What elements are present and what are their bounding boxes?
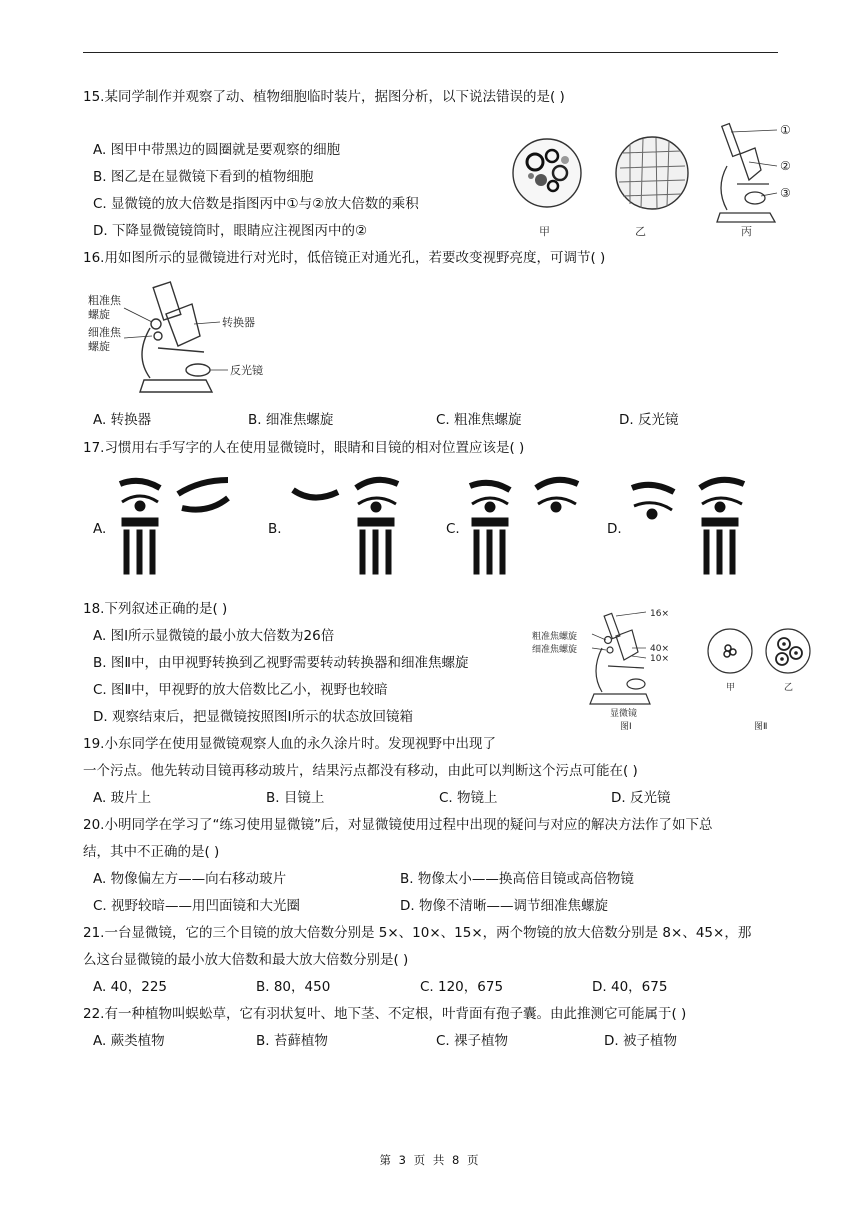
label-yi: 乙 bbox=[635, 225, 646, 238]
label-fig2: 图Ⅱ bbox=[754, 722, 768, 732]
microscope-with-markers bbox=[717, 124, 777, 222]
q21-option-b: B. 80，450 bbox=[256, 979, 331, 995]
label-fine: 细准焦螺旋 bbox=[532, 645, 578, 655]
label-fig1: 图Ⅰ bbox=[620, 722, 632, 732]
q15-option-d: D. 下降显微镜镜筒时，眼睛应注视图丙中的② bbox=[93, 223, 368, 239]
q22-stem: 22.有一种植物叫蜈蚣草，它有羽状复叶、地下茎、不定根，叶背面有孢子囊。由此推测它可能属于( ) bbox=[83, 1006, 687, 1022]
q21-option-d: D. 40，675 bbox=[592, 979, 668, 995]
q18-option-b: B. 图Ⅱ中，由甲视野转换到乙视野需要转动转换器和细准焦螺旋 bbox=[93, 655, 469, 671]
q15-option-c: C. 显微镜的放大倍数是指图丙中①与②放大倍数的乘积 bbox=[93, 196, 419, 212]
q21-stem-line2: 么这台显微镜的最小放大倍数和最大放大倍数分别是( ) bbox=[83, 952, 409, 968]
label-mirror: 反光镜 bbox=[230, 364, 263, 377]
q15-option-a: A. 图甲中带黑边的圆圈就是要观察的细胞 bbox=[93, 142, 341, 158]
label-jia: 甲 bbox=[726, 683, 736, 693]
page-footer: 第 3 页 共 8 页 bbox=[379, 1153, 481, 1167]
q22-option-b: B. 苔藓植物 bbox=[256, 1033, 328, 1049]
plant-cell-view bbox=[616, 137, 688, 209]
q18-figure bbox=[532, 608, 822, 736]
q19-option-b: B. 目镜上 bbox=[266, 790, 325, 806]
q20-option-c: C. 视野较暗——用凹面镜和大光圈 bbox=[93, 898, 301, 914]
q18-option-c: C. 图Ⅱ中，甲视野的放大倍数比乙小，视野也较暗 bbox=[93, 682, 388, 698]
q15-stem: 15.某同学制作并观察了动、植物细胞临时装片，据图分析，以下说法错误的是( ) bbox=[83, 89, 565, 105]
q21-option-a: A. 40，225 bbox=[93, 979, 168, 995]
q22-option-a: A. 蕨类植物 bbox=[93, 1033, 165, 1049]
q17-figure bbox=[108, 474, 768, 584]
option-b-eyes-eyepiece bbox=[293, 480, 398, 574]
label-jia: 甲 bbox=[539, 225, 550, 238]
label-yi: 乙 bbox=[784, 683, 794, 693]
marker-2: ② bbox=[780, 159, 791, 173]
label-fine-2: 螺旋 bbox=[88, 340, 110, 353]
q19-option-c: C. 物镜上 bbox=[439, 790, 498, 806]
q19-stem-line1: 19.小东同学在使用显微镜观察人血的永久涂片时。发现视野中出现了 bbox=[83, 736, 496, 752]
q16-option-a: A. 转换器 bbox=[93, 412, 152, 428]
q20-option-b: B. 物像太小——换高倍目镜或高倍物镜 bbox=[400, 871, 634, 887]
q17-option-b: B. bbox=[268, 521, 282, 537]
q22-option-d: D. 被子植物 bbox=[604, 1033, 677, 1049]
q16-figure bbox=[88, 278, 268, 400]
label-coarse: 粗准焦螺旋 bbox=[532, 632, 578, 642]
option-d-eyes-eyepiece bbox=[632, 480, 744, 574]
q16-option-d: D. 反光镜 bbox=[619, 412, 679, 428]
q19-stem-line2: 一个污点。他先转动目镜再移动玻片，结果污点都没有移动，由此可以判断这个污点可能在( ) bbox=[83, 763, 638, 779]
q17-option-a: A. bbox=[93, 521, 107, 537]
q18-stem: 18.下列叙述正确的是( ) bbox=[83, 601, 228, 617]
q17-option-c: C. bbox=[446, 521, 460, 537]
figure-2-views bbox=[708, 629, 810, 673]
marker-1: ① bbox=[780, 123, 791, 137]
q16-stem: 16.用如图所示的显微镜进行对光时，低倍镜正对通光孔，若要改变视野亮度，可调节( ) bbox=[83, 250, 606, 266]
label-40x: 40× bbox=[650, 644, 669, 654]
q20-stem-line1: 20.小明同学在学习了“练习使用显微镜”后，对显微镜使用过程中出现的疑问与对应的解决方法作了如下总 bbox=[83, 817, 713, 833]
animal-cell-view bbox=[513, 139, 581, 207]
q18-option-d: D. 观察结束后，把显微镜按照图Ⅰ所示的状态放回镜箱 bbox=[93, 709, 413, 725]
q19-option-a: A. 玻片上 bbox=[93, 790, 152, 806]
label-coarse-2: 螺旋 bbox=[88, 308, 110, 321]
label-16x: 16× bbox=[650, 609, 669, 619]
header-rule bbox=[83, 52, 778, 53]
figure-1-microscope bbox=[590, 612, 650, 704]
q19-option-d: D. 反光镜 bbox=[611, 790, 671, 806]
label-scope: 显微镜 bbox=[610, 709, 638, 719]
q22-option-c: C. 裸子植物 bbox=[436, 1033, 509, 1049]
option-c-eyes-eyepiece bbox=[470, 480, 578, 574]
q17-option-d: D. bbox=[607, 521, 622, 537]
q21-option-c: C. 120，675 bbox=[420, 979, 504, 995]
label-fine-1: 细准焦 bbox=[88, 326, 121, 339]
q15-figure bbox=[505, 118, 825, 242]
q15-option-b: B. 图乙是在显微镜下看到的植物细胞 bbox=[93, 169, 314, 185]
label-10x: 10× bbox=[650, 654, 669, 664]
label-coarse-1: 粗准焦 bbox=[88, 294, 121, 307]
q17-stem: 17.习惯用右手写字的人在使用显微镜时，眼睛和目镜的相对位置应该是( ) bbox=[83, 440, 525, 456]
label-bing: 丙 bbox=[741, 225, 752, 238]
q20-option-d: D. 物像不清晰——调节细准焦螺旋 bbox=[400, 898, 608, 914]
label-converter: 转换器 bbox=[222, 316, 255, 329]
q16-option-b: B. 细准焦螺旋 bbox=[248, 412, 334, 428]
q16-option-c: C. 粗准焦螺旋 bbox=[436, 412, 522, 428]
marker-3: ③ bbox=[780, 186, 791, 200]
q18-option-a: A. 图Ⅰ所示显微镜的最小放大倍数为26倍 bbox=[93, 628, 335, 644]
q20-option-a: A. 物像偏左方——向右移动玻片 bbox=[93, 871, 287, 887]
q20-stem-line2: 结，其中不正确的是( ) bbox=[83, 844, 220, 860]
option-a-eyes-eyepiece bbox=[120, 480, 228, 574]
microscope-drawing bbox=[124, 282, 228, 392]
q21-stem-line1: 21.一台显微镜，它的三个目镜的放大倍数分别是 5×、10×、15×，两个物镜的放大倍数分别是 8×、45×，那 bbox=[83, 925, 752, 941]
